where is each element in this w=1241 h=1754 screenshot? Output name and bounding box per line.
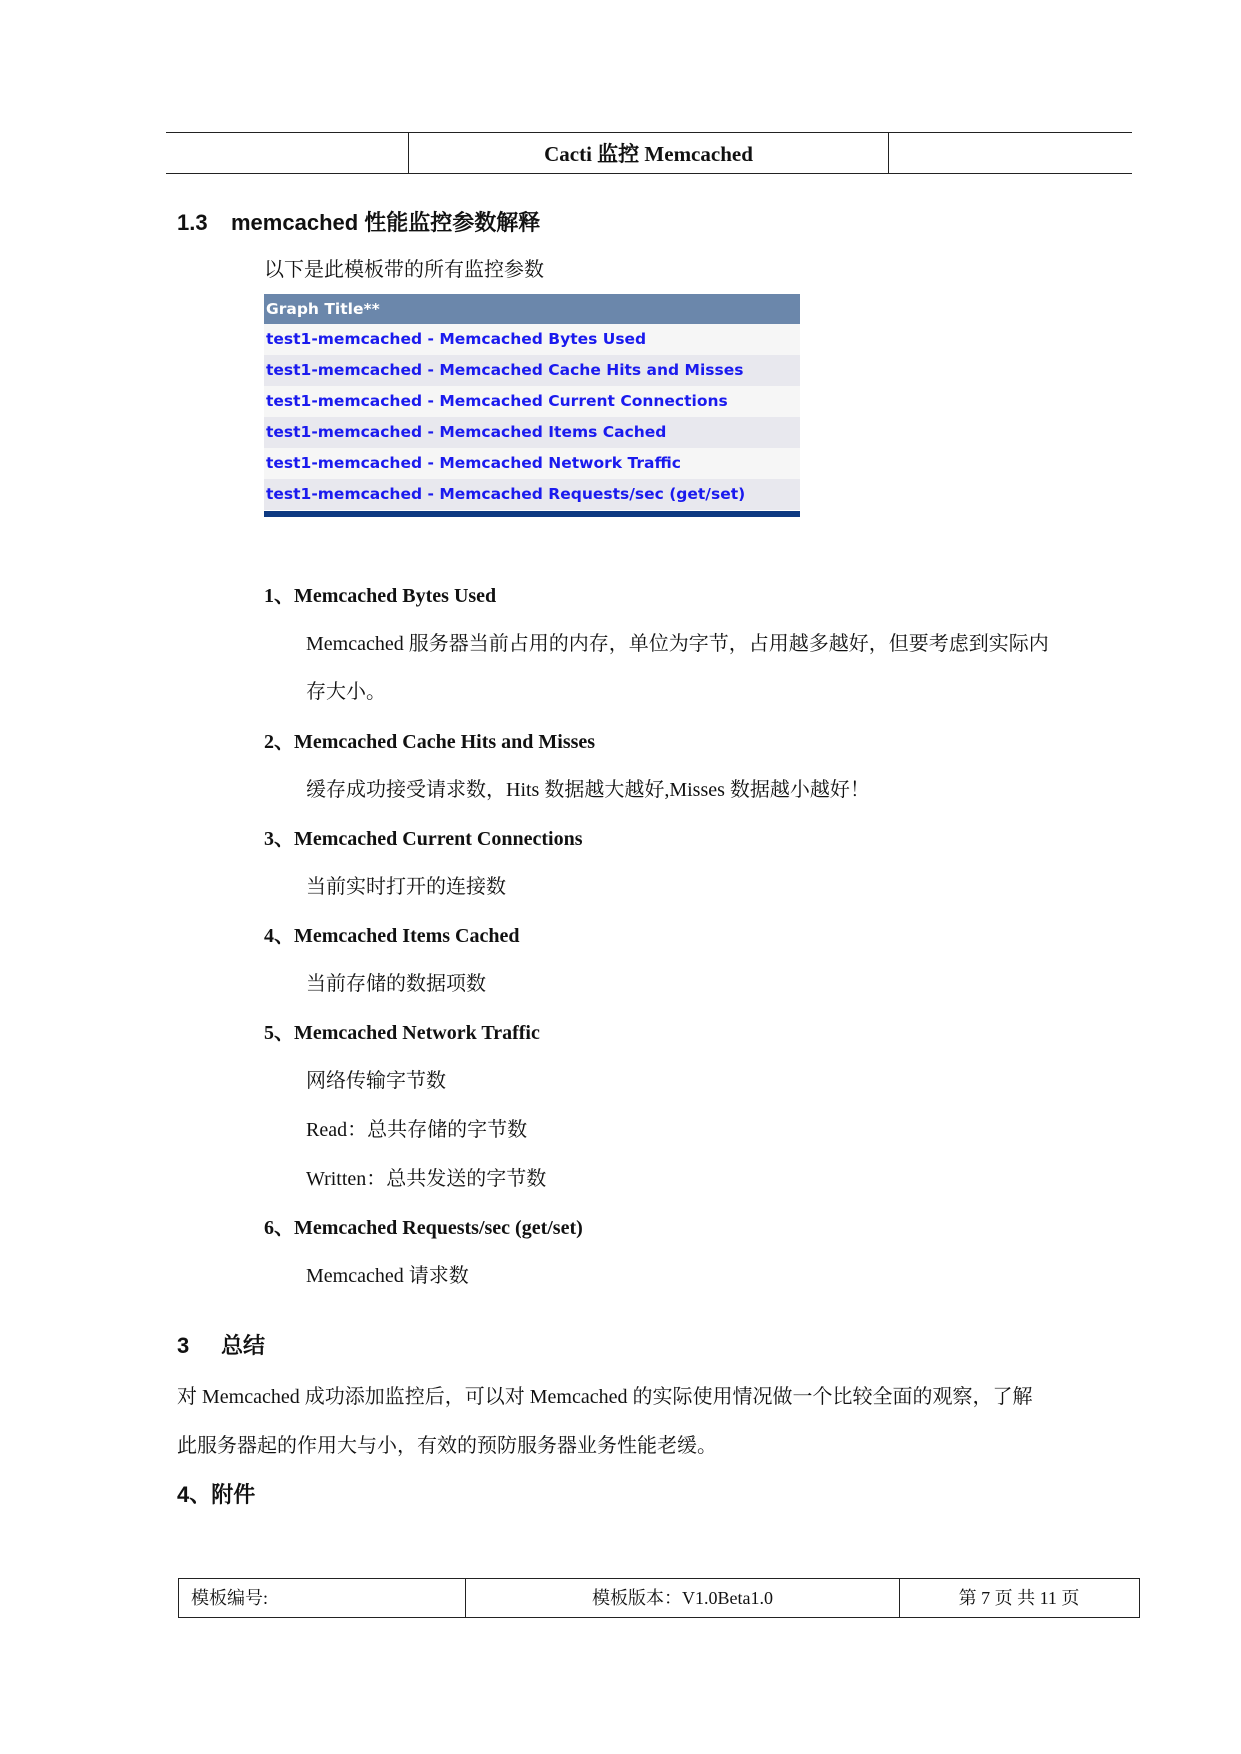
item-description: 存大小。 xyxy=(306,681,386,703)
footer-template-version: 模板版本：V1.0Beta1.0 xyxy=(466,1579,900,1617)
section-title: 总结 xyxy=(221,1333,266,1358)
header-title: Cacti 监控 Memcached xyxy=(409,133,889,173)
header-left-cell xyxy=(166,133,409,173)
graph-link-row[interactable]: test1-memcached - Memcached Cache Hits and Misses xyxy=(264,355,800,386)
footer-template-number: 模板编号: xyxy=(179,1579,466,1617)
section-heading-1-3 xyxy=(177,206,540,237)
graph-link-row[interactable]: test1-memcached - Memcached Network Traffic xyxy=(264,448,800,479)
item-title: 2、Memcached Cache Hits and Misses xyxy=(264,731,596,753)
graph-link-row[interactable]: test1-memcached - Memcached Bytes Used xyxy=(264,324,800,355)
item-title: 6、Memcached Requests/sec (get/set) xyxy=(264,1217,583,1239)
item-description: 当前实时打开的连接数 xyxy=(306,876,506,898)
section-title: memcached 性能监控参数解释 xyxy=(231,210,541,235)
section-heading-4: 4、附件 xyxy=(177,1482,256,1507)
summary-text: 对 Memcached 成功添加监控后，可以对 Memcached 的实际使用情况做一个比较全面的观察，了解 xyxy=(177,1386,1033,1408)
item-description: Memcached 请求数 xyxy=(306,1265,469,1287)
page-footer-table xyxy=(178,1578,1140,1618)
item-description: 当前存储的数据项数 xyxy=(306,973,486,995)
page-header-table xyxy=(166,132,1132,174)
item-description: 网络传输字节数 xyxy=(306,1070,446,1092)
item-description: 缓存成功接受请求数，Hits 数据越大越好,Misses 数据越小越好！ xyxy=(306,779,870,801)
graph-title-table xyxy=(264,294,800,517)
footer-page-number: 第 7 页 共 11 页 xyxy=(958,1588,1080,1608)
item-title: 3、Memcached Current Connections xyxy=(264,828,583,850)
summary-text: 此服务器起的作用大与小，有效的预防服务器业务性能老缓。 xyxy=(177,1435,717,1457)
header-right-cell xyxy=(889,133,1132,173)
section-number: 1.3 xyxy=(177,210,208,235)
item-title: 1、Memcached Bytes Used xyxy=(264,585,497,607)
graph-link-row[interactable]: test1-memcached - Memcached Requests/sec (get/set) xyxy=(264,479,800,510)
item-description: Read：总共存储的字节数 xyxy=(306,1119,528,1141)
item-title: 4、Memcached Items Cached xyxy=(264,925,520,947)
graph-table-header: Graph Title** xyxy=(264,294,800,324)
graph-link-row[interactable]: test1-memcached - Memcached Current Connections xyxy=(264,386,800,417)
item-description: Written：总共发送的字节数 xyxy=(306,1168,547,1190)
section-heading-3 xyxy=(177,1329,265,1360)
table-bottom-bar xyxy=(264,511,800,517)
item-description: Memcached 服务器当前占用的内存，单位为字节，占用越多越好，但要考虑到实际内 xyxy=(306,633,1049,655)
item-title: 5、Memcached Network Traffic xyxy=(264,1022,540,1044)
graph-link-row[interactable]: test1-memcached - Memcached Items Cached xyxy=(264,417,800,448)
section-intro: 以下是此模板带的所有监控参数 xyxy=(264,259,544,281)
section-number: 3 xyxy=(177,1333,190,1358)
